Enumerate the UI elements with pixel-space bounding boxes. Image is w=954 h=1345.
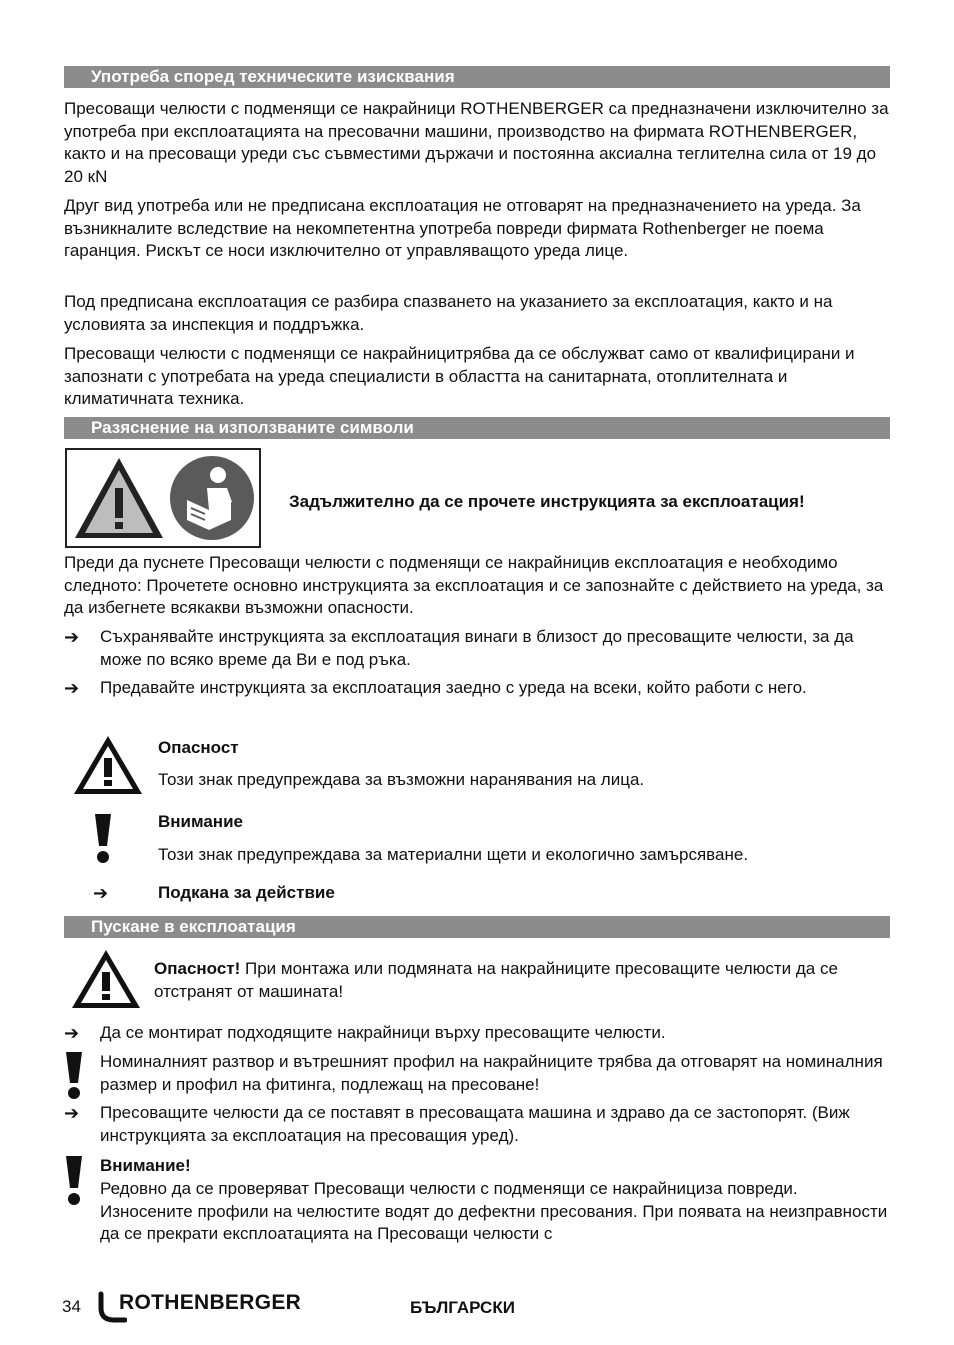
arrow-right-icon: ➔ (64, 678, 80, 698)
danger-description: Този знак предупреждава за възможни наранявания на лица. (158, 770, 645, 789)
danger-note-text: При монтажа или подмяната на накрайниците пресоващите челюсти да се отстранят от машината! (154, 959, 838, 1001)
arrow-right-icon: ➔ (64, 1023, 80, 1043)
page-number: 34 (62, 1297, 81, 1316)
step-nominal-size: Номиналният разтвор и вътрешният профил на накрайниците трябва да отговарят на номиналния размер и профил на фитинга, подлежащ на пресоване! (100, 1052, 883, 1094)
commissioning-danger-note (154, 958, 889, 1003)
section-heading-symbols: Разяснение на използваните символи (64, 417, 890, 439)
paragraph-intended-use-4: Пресоващи челюсти с подменящи се накрайницитрябва да се обслужват само от квалифицирани и запознати с употребата на уреда специалисти в областта на санитарната, отоплителната и климатичната техника. (64, 344, 855, 408)
paragraph-intended-use-2: Друг вид употреба или не предписана експлоатация не отговарят на предназначението на уреда. За възникналите вследствие на некомпетентна употреба повреди фирмата Rothenberger не поема гаранция. Рискът се носи изключително от управляващото уреда лице. (64, 196, 861, 260)
paragraph-intended-use-1: Пресоващи челюсти с подменящи се накрайници ROTHENBERGER са предназначени изключително за употреба при експлоатацията на пресовачни машини, производство на фирмата ROTHENBERGER, както и на пресоващи уреди със съвместими държачи и постоянна аксиална теглителна сила от 19 до 20 кN (64, 99, 889, 186)
section-heading-intended-use: Употреба според техническите изисквания (64, 66, 890, 88)
paragraph-intended-use-3: Под предписана експлоатация се разбира спазването на указанието за експлоатация, както и на условията за инспекция и поддръжка. (64, 292, 833, 334)
warning-triangle-icon (75, 458, 163, 538)
read-manual-sign (65, 448, 261, 548)
danger-triangle-icon (70, 947, 142, 1011)
action-title: Подкана за действие (158, 883, 335, 902)
danger-title: Опасност (158, 738, 239, 757)
caution-title: Внимание (158, 812, 243, 831)
step-insert-jaws: Пресоващите челюсти да се поставят в пресоващата машина и здраво да се застопорят. (Виж инструкцията за експлоатация на пресоващия уред). (100, 1103, 850, 1145)
arrow-right-icon: ➔ (64, 627, 80, 647)
language-label: БЪЛГАРСКИ (410, 1298, 515, 1317)
read-manual-icon (170, 456, 254, 540)
step-mount-inserts: Да се монтират подходящите накрайници върху пресоващите челюсти. (100, 1023, 666, 1042)
caution-label: Внимание! (100, 1156, 191, 1175)
exclamation-icon (64, 1052, 84, 1100)
caution-inspection-text: Редовно да се проверяват Пресоващи челюсти с подменящи се накрайнициза повреди. Износените профили на челюстите водят до дефектни пресования. При появата на неизправности да се прекрати експлоатацията на Пресоващи челюсти с (100, 1179, 888, 1243)
arrow-right-icon: ➔ (64, 1103, 80, 1123)
exclamation-icon (64, 1156, 84, 1206)
bullet-pass-manual: Предавайте инструкцията за експлоатация заедно с уреда на всеки, който работи с него. (100, 678, 807, 697)
brand-name: ROTHENBERGER (119, 1291, 302, 1314)
rothenberger-logo (97, 1288, 337, 1324)
danger-label: Опасност! (154, 959, 241, 978)
section-heading-commissioning: Пускане в експлоатация (64, 916, 890, 938)
danger-triangle-icon (72, 733, 144, 797)
bullet-keep-manual: Съхранявайте инструкцията за експлоатация винаги в близост до пресоващите челюсти, за да може по всяко време да Ви е под ръка. (100, 627, 854, 669)
arrow-right-icon: ➔ (93, 883, 109, 903)
paragraph-before-use: Преди да пуснете Пресоващи челюсти с подменящи се накрайницив експлоатация е необходимо следното: Прочетете основно инструкцията за експлоатация и се запознайте с действието на уреда, за да избегнете всякакви възможни опасности. (64, 553, 884, 617)
exclamation-icon (93, 814, 113, 864)
read-manual-text: Задължително да се прочете инструкцията за експлоатация! (289, 492, 805, 511)
caution-description: Този знак предупреждава за материални щети и екологично замърсяване. (158, 845, 749, 864)
